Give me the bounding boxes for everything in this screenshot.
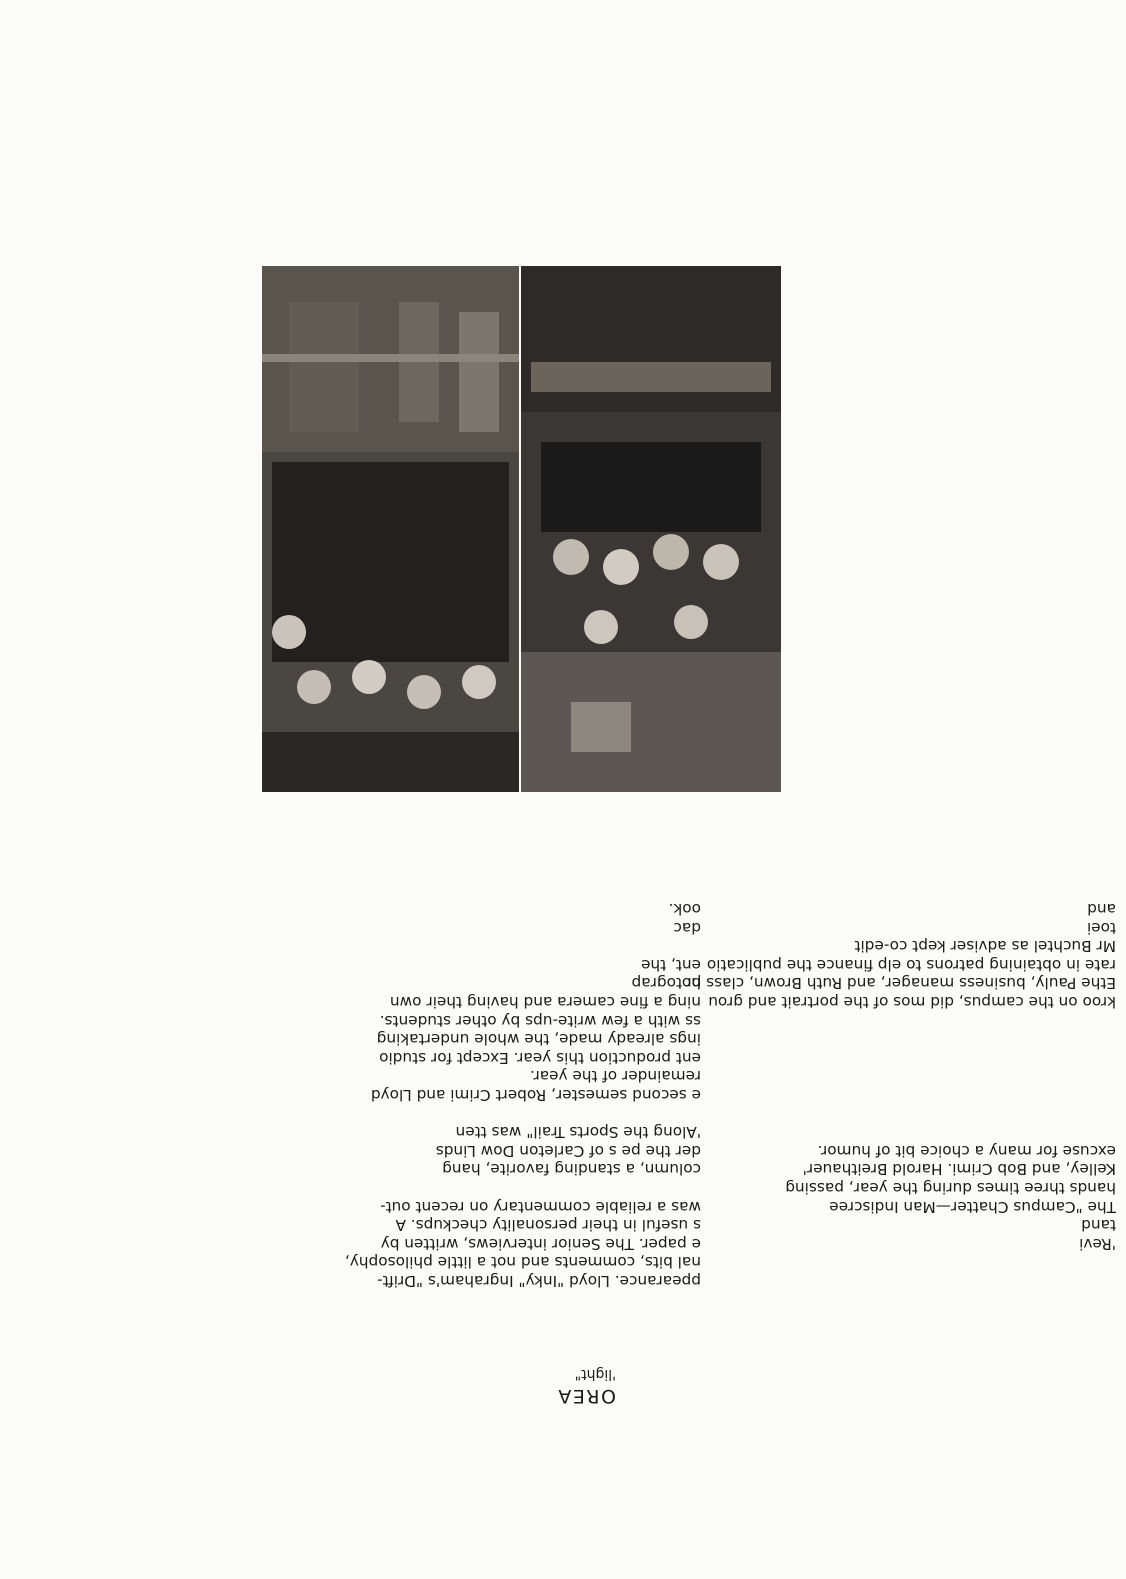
text-line: ning a fine camera and having their own — [389, 993, 701, 1012]
text-line: ent, the — [641, 955, 701, 974]
text-line: tand — [1081, 1216, 1116, 1235]
text-line: and — [1087, 900, 1116, 919]
text-line: der the pe s of Carleton Dow Linds — [435, 1141, 701, 1160]
text-line: ss with a few write-ups by other students. — [379, 1011, 701, 1030]
text-line — [345, 1104, 701, 1123]
text-line: Kelley, and Bob Crimi. Harold Breithauer' — [802, 1160, 1116, 1179]
text-line — [685, 1030, 1116, 1049]
text-line: Mr Buchtel as adviser kept co-edit — [854, 937, 1116, 956]
text-line — [685, 1271, 1116, 1290]
text-line: dac — [673, 918, 701, 937]
text-line: ppearance. Lloyd "Inky" Ingraham's "Drift- — [377, 1272, 701, 1290]
text-line: excuse for many a choice bit of humor. — [817, 1141, 1116, 1160]
right-column — [345, 900, 701, 1290]
text-line: toei — [1086, 918, 1116, 937]
text-line: was a reliable commentary on recent out- — [380, 1197, 701, 1216]
text-line: remainder of the year. — [529, 1067, 701, 1086]
text-line: nal bits, comments and not a little philosophy, — [344, 1253, 701, 1272]
text-line: ook. — [668, 900, 701, 919]
text-line — [685, 1253, 1116, 1272]
text-line — [685, 1067, 1116, 1086]
text-line: s useful in their personality checkups. A — [395, 1216, 701, 1235]
text-line: ings already made, the whole undertaking — [376, 1030, 701, 1049]
subheading: 'light" — [574, 1366, 616, 1382]
text-line — [685, 1048, 1116, 1067]
text-line — [345, 937, 701, 956]
text-line — [685, 1104, 1116, 1123]
text-line: kroo on the campus, did mos of the portrait and grou — [708, 993, 1116, 1012]
text-line: The "Campus Chatter—Man Indiscree — [829, 1197, 1116, 1216]
text-line: rate in obtaining patrons to elp finance the publicatio — [706, 955, 1116, 974]
text-line: 'Along the Sports Trail" was tten — [455, 1123, 701, 1142]
text-line — [345, 1178, 701, 1197]
text-line — [685, 1011, 1116, 1030]
text-line: e second semester, Robert Crimi and Lloyd — [370, 1086, 701, 1105]
text-line — [685, 1123, 1116, 1142]
text-line: column, a standing favorite, hang — [442, 1160, 701, 1179]
text-line: Ethe Pauly, business manager, and Ruth Brown, class pr — [685, 974, 1116, 993]
text-line: hotograp — [631, 974, 701, 993]
text-line — [685, 1085, 1116, 1104]
group-photo-left — [262, 266, 519, 792]
group-photo-right — [521, 266, 781, 792]
text-line: hands three times during the year, passing — [785, 1179, 1116, 1198]
text-line: e paper. The Senior interviews, written by — [380, 1234, 701, 1253]
left-column — [685, 900, 1116, 1290]
text-line: 'Revi — [1079, 1234, 1116, 1253]
text-line: ent production this year. Except for studio — [379, 1048, 701, 1067]
heading: OREA — [556, 1385, 616, 1407]
